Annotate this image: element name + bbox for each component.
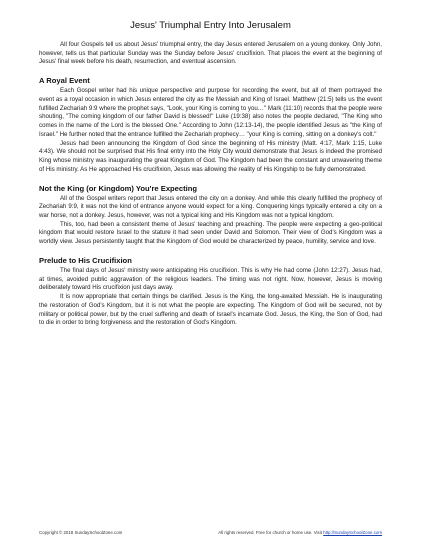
section-heading-not-the-king: Not the King (or Kingdom) You're Expecting (39, 183, 198, 193)
footer-rights (218, 530, 382, 535)
footer-site-link[interactable]: http://SundaySchoolZone.com (323, 530, 382, 535)
section-heading-prelude: Prelude to His Crucifixion (39, 255, 132, 265)
not-the-king-paragraph-1: All of the Gospel writers report that Jesus entered the city on a donkey. And while this clearly fulfilled the prophecy of Zechariah 9:9, it was not the kind of entrance anyone would expect for a king. Conquering kings typically entered a city on a war horse, not a donkey. Jesus, however, was not a typical king and His Kingdom was not a typical kingdom. (39, 194, 382, 220)
not-the-king-paragraph-2: This, too, had been a consistent theme of Jesus' teaching and preaching. The people were expecting a geo-political kingdom that would restore Israel to the stature it had seen under David and Solomon. Their view of God's Kingdom was a worldly view. Jesus persistently taught that the Kingdom of God would be characterized by peace, humility, service and love. (39, 220, 382, 246)
page-title: Jesus' Triumphal Entry Into Jerusalem (130, 20, 291, 31)
royal-event-paragraph-1: Each Gospel writer had his unique perspective and purpose for recording the event, but all of them portrayed the event as a royal occasion in which Jesus entered the city as the Messiah and King of Israel. Matthew (21:5) tells us the event fulfilled Zechariah 9:9 where the prophet says, "Look, your King is coming to you…" Mark (11:10) records that the people were shouting, "The coming kingdom of our father David is blessed!" Luke (19:38) also notes the people declared, "The King who comes in the name of the Lord is the blessed One." According to John (12:13-14), the people identified Jesus as "the King of Israel." He further noted that the entrance fulfilled the Zechariah prophecy… "your King is coming, sitting on a donkey's colt." (39, 87, 382, 138)
intro-paragraph: All four Gospels tell us about Jesus' triumphal entry, the day Jesus entered Jerusalem on a young donkey. Only John, however, tells us that particular Sunday was the Sunday before Jesus' crucifixion. That places the event at the beginning of Jesus' final week before his death, resurrection, and eventual ascension. (39, 41, 382, 66)
footer-rights-text: All rights reserved. Free for church or home use. Visit (218, 530, 322, 535)
prelude-paragraph-2: It is now appropriate that certain things be clarified. Jesus is the King, the long-awaited Messiah. He is inaugurating the restoration of God's Kingdom, but it is not what the people are expecting. The Kingdom of God will be secured, not by military or political power, but by the cruel suffering and death of Israel's incarnate God. Jesus, the King, the Son of God, had to die in order to bring forgiveness and the restoration of God's Kingdom. (39, 293, 382, 327)
prelude-paragraph-1: The final days of Jesus' ministry were anticipating His crucifixion. This is why He had come (John 12:27). Jesus had, at times, avoided public aggravation of the religious leaders. The timing was not right. Now, however, Jesus is moving deliberately toward His crucifixion just days away. (39, 266, 382, 292)
page-footer (39, 530, 382, 535)
royal-event-paragraph-2: Jesus had been announcing the Kingdom of God since the beginning of His ministry (Matt. 4:17, Mark 1:15, Luke 4:43). We should not be surprised that His final entry into the Holy City would demonstrate that Jesus is indeed the promised King whose ministry was inaugurating the great Kingdom of God. The Kingdom had been the constant and unwavering theme of His ministry. As He approached His crucifixion, Jesus was allowing the reality of His Kingship to be fully demonstrated. (39, 139, 382, 173)
footer-copyright: Copyright © 2018 SundaySchoolZone.com (39, 530, 123, 535)
section-heading-royal-event: A Royal Event (39, 76, 90, 86)
